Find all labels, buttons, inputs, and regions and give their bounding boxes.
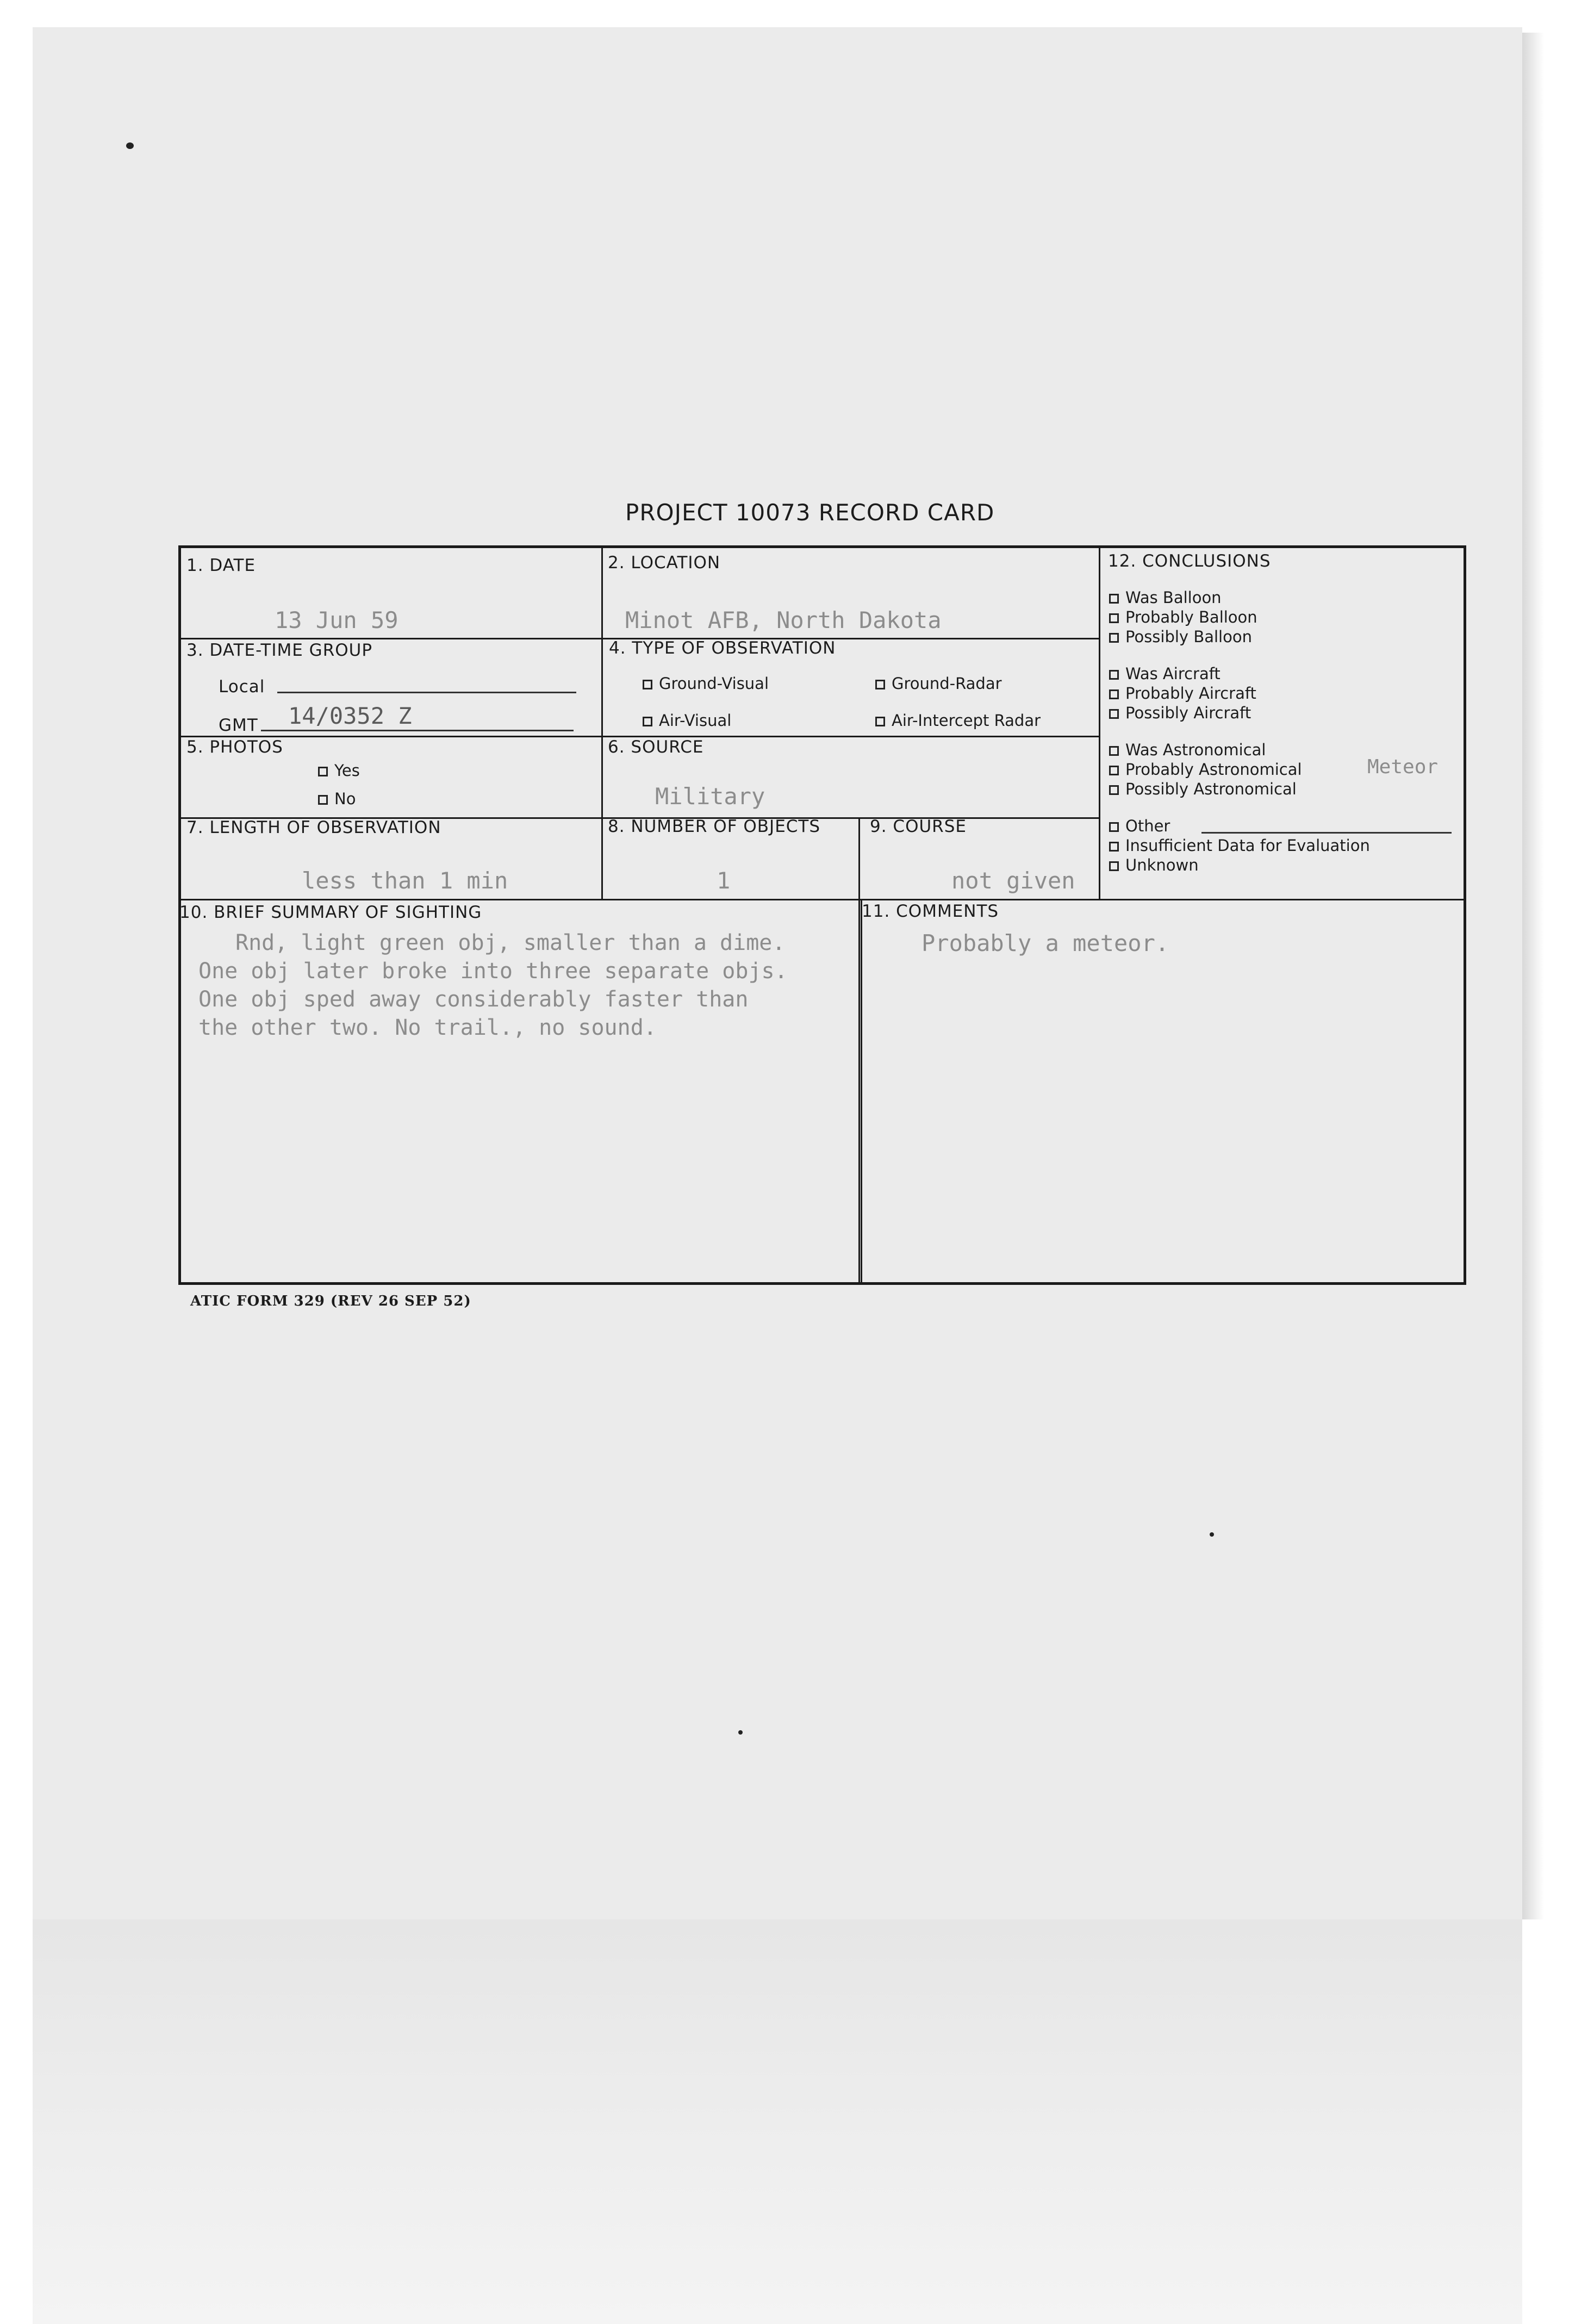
was-balloon-option[interactable]	[1109, 588, 1222, 607]
was-aircraft-option[interactable]	[1109, 664, 1221, 683]
length-value: less than 1 min	[302, 867, 508, 894]
option-label: Air-Visual	[659, 711, 732, 730]
option-label: Was Astronomical	[1125, 741, 1266, 759]
comments-value: Probably a meteor.	[921, 930, 1169, 956]
summary-line: One obj sped away considerably faster than	[198, 987, 749, 1012]
checkbox[interactable]	[1109, 594, 1119, 604]
option-label: Probably Astronomical	[1125, 760, 1302, 779]
date-label: 1. DATE	[186, 556, 256, 575]
option-label: Ground-Visual	[659, 674, 769, 693]
probably-balloon-option[interactable]	[1109, 608, 1257, 626]
option-label: Was Aircraft	[1125, 664, 1221, 683]
option-label: Possibly Aircraft	[1125, 704, 1251, 722]
photos-no-option[interactable]	[318, 790, 356, 808]
insufficient-data-option[interactable]	[1109, 836, 1370, 855]
location-label: 2. LOCATION	[608, 553, 721, 573]
checkbox[interactable]	[1109, 785, 1119, 795]
option-label: Other	[1125, 817, 1170, 835]
checkbox[interactable]	[1109, 861, 1119, 871]
probably-aircraft-option[interactable]	[1109, 684, 1256, 703]
checkbox[interactable]	[318, 767, 328, 776]
option-label: Possibly Balloon	[1125, 627, 1252, 646]
location-value: Minot AFB, North Dakota	[625, 607, 942, 633]
objects-label: 8. NUMBER OF OBJECTS	[608, 817, 821, 836]
comments-label: 11. COMMENTS	[862, 902, 999, 921]
form-footer: ATIC FORM 329 (REV 26 SEP 52)	[190, 1293, 471, 1309]
option-label: Yes	[334, 761, 360, 780]
local-label: Local	[219, 677, 265, 697]
option-label: Unknown	[1125, 856, 1199, 874]
date-time-group-label: 3. DATE-TIME GROUP	[186, 641, 373, 660]
checkbox[interactable]	[1109, 746, 1119, 756]
option-label: Insufficient Data for Evaluation	[1125, 836, 1370, 855]
gmt-underline	[261, 730, 574, 731]
dust-speck	[126, 142, 134, 149]
checkbox[interactable]	[875, 680, 885, 689]
local-underline	[277, 692, 576, 693]
checkbox[interactable]	[1109, 842, 1119, 852]
summary-text	[198, 929, 788, 1042]
ground-visual-option[interactable]	[643, 674, 769, 693]
option-label: No	[334, 790, 356, 808]
summary-line: One obj later broke into three separate objs.	[198, 959, 788, 984]
course-value: not given	[951, 867, 1075, 894]
checkbox[interactable]	[1109, 822, 1119, 832]
photos-yes-option[interactable]	[318, 761, 360, 780]
possibly-aircraft-option[interactable]	[1109, 704, 1251, 722]
date-value: 13 Jun 59	[275, 607, 398, 633]
length-label: 7. LENGTH OF OBSERVATION	[186, 818, 441, 837]
checkbox[interactable]	[1109, 709, 1119, 719]
option-label: Probably Balloon	[1125, 608, 1257, 626]
checkbox[interactable]	[643, 717, 652, 726]
air-intercept-radar-option[interactable]	[875, 711, 1041, 730]
summary-label: 10. BRIEF SUMMARY OF SIGHTING	[179, 903, 482, 922]
checkbox[interactable]	[1109, 689, 1119, 699]
other-underline	[1201, 832, 1452, 834]
divider	[181, 899, 1464, 900]
other-option[interactable]	[1109, 817, 1170, 835]
ground-radar-option[interactable]	[875, 674, 1002, 693]
gmt-value: 14/0352 Z	[288, 703, 412, 729]
checkbox[interactable]	[1109, 633, 1119, 643]
option-label: Probably Aircraft	[1125, 684, 1256, 703]
checkbox[interactable]	[1109, 613, 1119, 623]
conclusions-label: 12. CONCLUSIONS	[1108, 551, 1271, 571]
photos-label: 5. PHOTOS	[186, 737, 283, 757]
option-label: Was Balloon	[1125, 588, 1222, 607]
air-visual-option[interactable]	[643, 711, 731, 730]
source-value: Military	[655, 783, 765, 810]
dust-speck	[738, 1730, 743, 1735]
card-title: PROJECT 10073 RECORD CARD	[625, 499, 995, 526]
summary-line: the other two. No trail., no sound.	[198, 1015, 657, 1040]
option-label: Air-Intercept Radar	[892, 711, 1041, 730]
was-astronomical-option[interactable]	[1109, 741, 1266, 759]
possibly-astronomical-option[interactable]	[1109, 780, 1297, 798]
source-label: 6. SOURCE	[608, 737, 704, 757]
divider	[858, 817, 860, 1285]
checkbox[interactable]	[643, 680, 652, 689]
option-label: Possibly Astronomical	[1125, 780, 1297, 798]
summary-line: Rnd, light green obj, smaller than a dime.	[235, 930, 786, 955]
checkbox[interactable]	[875, 717, 885, 726]
unknown-option[interactable]	[1109, 856, 1199, 874]
dust-speck	[1210, 1532, 1214, 1537]
checkbox[interactable]	[318, 795, 328, 805]
meteor-note: Meteor	[1367, 756, 1439, 778]
gmt-label: GMT	[219, 716, 258, 735]
possibly-balloon-option[interactable]	[1109, 627, 1252, 646]
divider	[1099, 548, 1100, 899]
probably-astronomical-option[interactable]	[1109, 760, 1302, 779]
checkbox[interactable]	[1109, 766, 1119, 775]
course-label: 9. COURSE	[870, 817, 967, 836]
paper-edge	[1522, 33, 1544, 1919]
divider	[601, 548, 603, 899]
observation-type-label: 4. TYPE OF OBSERVATION	[609, 638, 836, 658]
option-label: Ground-Radar	[892, 674, 1002, 693]
divider	[861, 899, 862, 1285]
checkbox[interactable]	[1109, 670, 1119, 680]
objects-value: 1	[717, 867, 731, 894]
paper-shadow	[33, 1919, 1522, 2324]
